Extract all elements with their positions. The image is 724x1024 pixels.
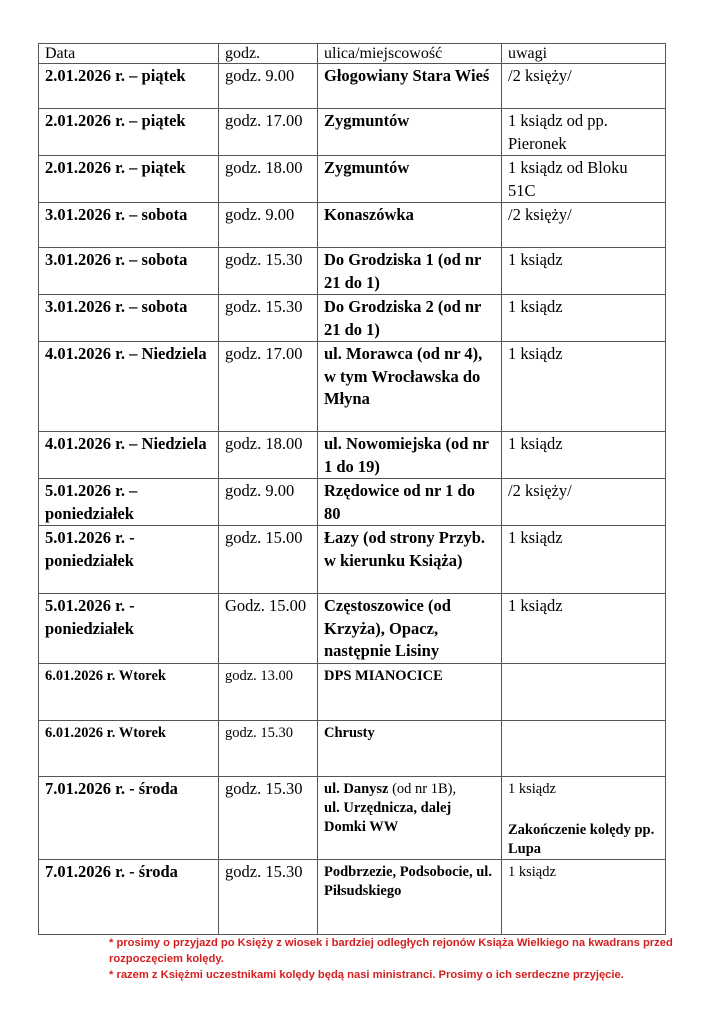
row-time: Godz. 15.00 <box>219 594 318 664</box>
row-date: 5.01.2026 r. - poniedziałek <box>39 594 219 664</box>
table-row <box>39 156 666 203</box>
row-place: Chrusty <box>318 720 502 776</box>
row-date: 2.01.2026 r. – piątek <box>39 109 219 156</box>
row-note: 1 ksiądz <box>502 248 666 295</box>
place-range: (od nr 1B), <box>388 780 457 797</box>
row-place: Głogowiany Stara Wieś <box>318 64 502 109</box>
row-note: 1 ksiądz <box>502 295 666 342</box>
row-place: DPS MIANOCICE <box>318 663 502 720</box>
note-main: 1 ksiądz <box>508 780 556 797</box>
header-time: godz. <box>219 44 318 64</box>
table-row <box>39 479 666 526</box>
row-time: godz. 17.00 <box>219 342 318 432</box>
table-row <box>39 248 666 295</box>
table-row <box>39 526 666 594</box>
row-place: Częstoszowice (od Krzyża), Opacz, następnie Lisiny <box>318 594 502 664</box>
table-row <box>39 64 666 109</box>
row-date: 6.01.2026 r. Wtorek <box>39 663 219 720</box>
row-place: Łazy (od strony Przyb. w kierunku Książa) <box>318 526 502 594</box>
table-row <box>39 663 666 720</box>
row-time: godz. 15.30 <box>219 295 318 342</box>
row-date: 7.01.2026 r. - środa <box>39 859 219 934</box>
row-note <box>502 776 666 859</box>
row-place: Zygmuntów <box>318 156 502 203</box>
row-note: 1 ksiądz <box>502 859 666 934</box>
table-row <box>39 432 666 479</box>
row-note: 1 ksiądz od Bloku 51C <box>502 156 666 203</box>
table-row <box>39 203 666 248</box>
table-row <box>39 776 666 859</box>
table-row <box>39 295 666 342</box>
row-place: Rzędowice od nr 1 do 80 <box>318 479 502 526</box>
note-end-of-koleda: Zakończenie kolędy pp. Lupa <box>508 821 655 857</box>
row-date: 4.01.2026 r. – Niedziela <box>39 342 219 432</box>
row-date: 3.01.2026 r. – sobota <box>39 203 219 248</box>
row-time: godz. 13.00 <box>219 663 318 720</box>
table-row <box>39 594 666 664</box>
row-time: godz. 9.00 <box>219 479 318 526</box>
row-date: 3.01.2026 r. – sobota <box>39 295 219 342</box>
place-street: ul. Danysz <box>324 780 389 797</box>
row-note: /2 księży/ <box>502 203 666 248</box>
row-place: Konaszówka <box>318 203 502 248</box>
row-place: Podbrzezie, Podsobocie, ul. Piłsudskiego <box>318 859 502 934</box>
row-date: 6.01.2026 r. Wtorek <box>39 720 219 776</box>
row-note: 1 ksiądz <box>502 342 666 432</box>
row-date: 5.01.2026 r. – poniedziałek <box>39 479 219 526</box>
row-time: godz. 18.00 <box>219 156 318 203</box>
header-date: Data <box>39 44 219 64</box>
footnote: * razem z Księżmi uczestnikami kolędy będą nasi ministranci. Prosimy o ich serdeczne przyjęcie. <box>109 969 624 981</box>
row-place: ul. Morawca (od nr 4), w tym Wrocławska do Młyna <box>318 342 502 432</box>
row-time: godz. 9.00 <box>219 64 318 109</box>
table-header-row <box>39 44 666 64</box>
row-note <box>502 663 666 720</box>
footnote: * prosimy o przyjazd po Księży z wiosek i bardziej odległych rejonów Książa Wielkiego na kwadrans przed rozpoczęciem kolędy. <box>109 937 673 965</box>
row-time: godz. 15.30 <box>219 776 318 859</box>
place-rest: ul. Urzędnicza, dalej Domki WW <box>324 799 452 835</box>
row-note: /2 księży/ <box>502 479 666 526</box>
row-time: godz. 15.30 <box>219 248 318 295</box>
footnotes <box>109 935 699 983</box>
table-row <box>39 859 666 934</box>
row-time: godz. 15.00 <box>219 526 318 594</box>
row-time: godz. 15.30 <box>219 720 318 776</box>
row-place: Do Grodziska 2 (od nr 21 do 1) <box>318 295 502 342</box>
row-note <box>502 720 666 776</box>
table-row <box>39 720 666 776</box>
koleda-schedule-table <box>38 43 666 935</box>
row-note: 1 ksiądz <box>502 594 666 664</box>
row-date: 3.01.2026 r. – sobota <box>39 248 219 295</box>
row-place: Do Grodziska 1 (od nr 21 do 1) <box>318 248 502 295</box>
row-date: 7.01.2026 r. - środa <box>39 776 219 859</box>
row-place: ul. Nowomiejska (od nr 1 do 19) <box>318 432 502 479</box>
header-notes: uwagi <box>502 44 666 64</box>
row-date: 2.01.2026 r. – piątek <box>39 156 219 203</box>
row-date: 4.01.2026 r. – Niedziela <box>39 432 219 479</box>
row-note: 1 ksiądz od pp. Pieronek <box>502 109 666 156</box>
table-row <box>39 109 666 156</box>
row-time: godz. 18.00 <box>219 432 318 479</box>
row-note: 1 ksiądz <box>502 526 666 594</box>
row-date: 5.01.2026 r. - poniedziałek <box>39 526 219 594</box>
table-row <box>39 342 666 432</box>
row-place: Zygmuntów <box>318 109 502 156</box>
row-note: /2 księży/ <box>502 64 666 109</box>
row-date: 2.01.2026 r. – piątek <box>39 64 219 109</box>
row-time: godz. 15.30 <box>219 859 318 934</box>
header-street: ulica/miejscowość <box>318 44 502 64</box>
row-place <box>318 776 502 859</box>
row-time: godz. 17.00 <box>219 109 318 156</box>
row-time: godz. 9.00 <box>219 203 318 248</box>
row-note: 1 ksiądz <box>502 432 666 479</box>
